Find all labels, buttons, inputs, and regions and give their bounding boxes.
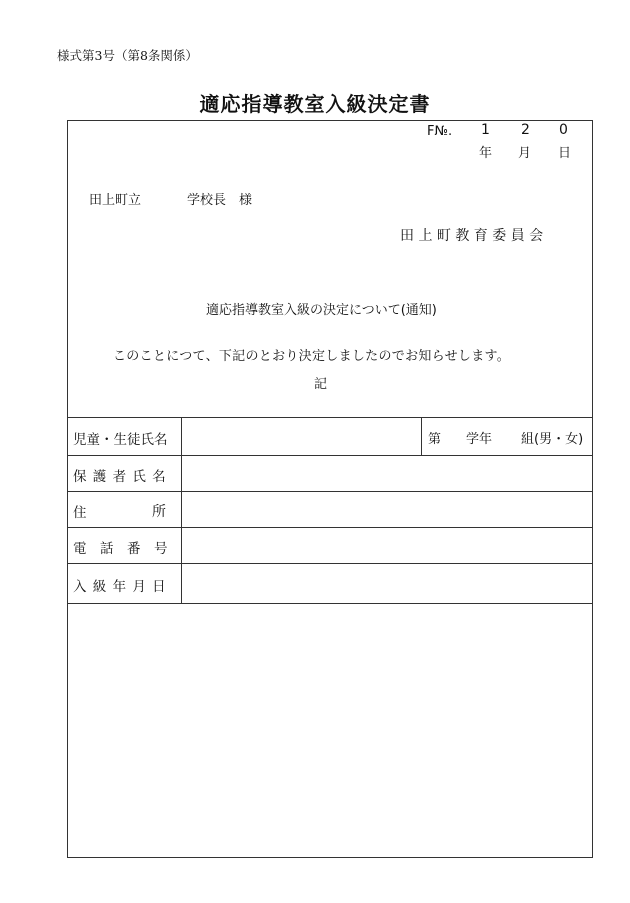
body-text: このことにつて、下記のとおり決定しましたのでお知らせします。 xyxy=(113,349,511,364)
guardian-name-label: 保 護 者 氏 名 xyxy=(73,469,167,485)
phone-number-label: 電 話 番 号 xyxy=(73,541,168,557)
subject-line: 適応指導教室入級の決定について(通知) xyxy=(206,303,437,318)
grade-prefix: 第 xyxy=(428,432,442,447)
phone-number-field[interactable] xyxy=(182,528,592,563)
fno-digit-3: 0 xyxy=(559,122,568,138)
guardian-name-field[interactable] xyxy=(182,456,592,491)
enrollment-date-field[interactable] xyxy=(182,564,592,603)
document-title: 適応指導教室入級決定書 xyxy=(199,92,431,116)
address-label-right: 所 xyxy=(152,504,166,520)
grade-unit: 学年 xyxy=(466,432,493,447)
address-field[interactable] xyxy=(182,492,592,527)
fno-label: F№. xyxy=(427,124,453,139)
student-name-label: 児童・生徒氏名 xyxy=(73,432,168,448)
note-marker: 記 xyxy=(314,377,328,392)
date-month-unit: 月 xyxy=(518,146,532,161)
date-day-unit: 日 xyxy=(558,146,572,161)
enrollment-date-label: 入 級 年 月 日 xyxy=(73,579,167,595)
student-name-field[interactable] xyxy=(182,418,421,455)
grade-cell-divider xyxy=(421,417,422,455)
fno-digit-1: 1 xyxy=(481,122,490,138)
fno-digit-2: 2 xyxy=(521,122,530,138)
date-year-unit: 年 xyxy=(479,146,493,161)
form-number: 様式第3号（第8条関係） xyxy=(57,48,198,63)
issuer: 田 上 町 教 育 委 員 会 xyxy=(400,228,544,244)
addressee-principal: 学校長 様 xyxy=(187,193,253,208)
class-gender-unit: 組(男・女) xyxy=(521,432,584,447)
addressee-town: 田上町立 xyxy=(89,193,142,208)
remarks-area[interactable] xyxy=(68,604,592,857)
address-label-left: 住 xyxy=(73,505,87,521)
